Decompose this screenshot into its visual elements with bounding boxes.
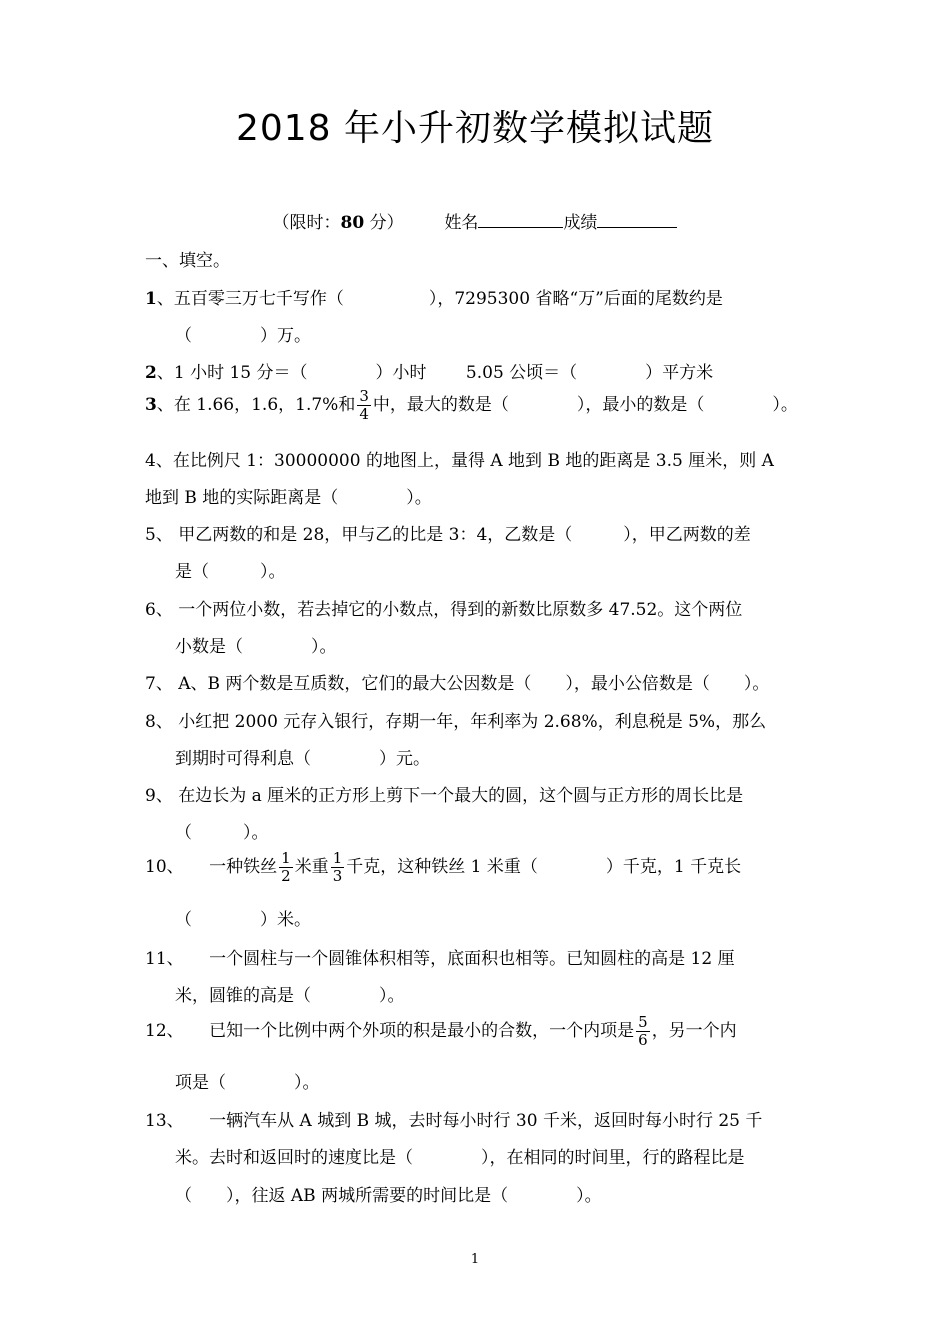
question-5-cont: 是（ ）。: [175, 562, 286, 582]
name-blank[interactable]: [478, 211, 563, 228]
page-number: 1: [470, 1252, 480, 1267]
question-6-cont: 小数是（ ）。: [175, 637, 337, 657]
fraction: $\frac{5}{6}$: [638, 1013, 648, 1049]
question-text: 、在 1.66，1.6，1.7%和: [156, 395, 356, 415]
question-11: 11、 一个圆柱与一个圆锥体积相等，底面积也相等。已知圆柱的高是 12 厘: [145, 949, 735, 969]
time-limit: 80: [340, 213, 365, 233]
question-3: [145, 388, 798, 423]
section-heading: 一、填空。: [145, 251, 230, 271]
question-text: 中，最大的数是（ ），最小的数是（ ）。: [372, 395, 798, 415]
question-10-cont: （ ）米。: [175, 910, 311, 930]
question-1-cont: （ ）万。: [175, 326, 311, 346]
question-4: 4、在比例尺 1：30000000 的地图上，量得 A 地到 B 地的距离是 3.5 厘米，则 A: [145, 451, 774, 471]
question-text: 、五百零三万七千写作（ ），7295300 省略“万”后面的尾数约是: [156, 289, 723, 309]
question-12: 12、 已知一个比例中两个外项的积是最小的合数，一个内项是 $\frac{5}{6}$ ，另一个内: [145, 1013, 737, 1049]
question-8-cont: 到期时可得利息（ ）元。: [175, 749, 430, 769]
question-text: 、1 小时 15 分＝（ ）小时 5.05 公顷＝（ ）平方米: [156, 363, 714, 383]
question-9-cont: （ ）。: [175, 823, 269, 843]
score-blank[interactable]: [597, 211, 677, 228]
score-label: 成绩: [563, 213, 598, 233]
exam-header: [0, 208, 950, 233]
question-13: 13、 一辆汽车从 A 城到 B 城，去时每小时行 30 千米，返回时每小时行 25 千: [145, 1111, 763, 1131]
question-number: 2: [145, 363, 157, 383]
fraction: $\frac{1}{3}$: [332, 849, 343, 885]
question-6: 6、 一个两位小数，若去掉它的小数点，得到的新数比原数多 47.52。这个两位: [145, 600, 743, 620]
name-label: 姓名: [444, 213, 479, 233]
question-2: [145, 358, 713, 383]
question-10: 10、 一种铁丝 $\frac{1}{2}$ 米重 $\frac{1}{3}$ 千克，这种铁丝 1 米重（ ）千克，1 千克长: [145, 849, 742, 885]
time-prefix: （限时：: [272, 213, 341, 233]
question-7: 7、 A、B 两个数是互质数，它们的最大公因数是（ ），最小公倍数是（ ）。: [145, 674, 770, 694]
question-8: 8、 小红把 2000 元存入银行，存期一年，年利率为 2.68%，利息税是 5%，那么: [145, 712, 767, 732]
question-5: 5、 甲乙两数的和是 28，甲与乙的比是 3：4，乙数是（ ），甲乙两数的差: [145, 525, 751, 545]
question-number: 3: [145, 395, 157, 415]
page-title: 2018 年小升初数学模拟试题: [235, 108, 715, 149]
question-9: 9、 在边长为 a 厘米的正方形上剪下一个最大的圆，这个圆与正方形的周长比是: [145, 786, 744, 806]
question-4-cont: 地到 B 地的实际距离是（ ）。: [145, 488, 432, 508]
fraction: $\frac{1}{2}$: [281, 849, 291, 885]
time-suffix: 分）: [364, 213, 404, 233]
question-11-cont: 米，圆锥的高是（ ）。: [175, 986, 405, 1006]
fraction: $\frac{3}{4}$: [359, 387, 369, 423]
question-1: [145, 284, 723, 309]
question-number: 1: [145, 289, 157, 309]
question-12-cont: 项是（ ）。: [175, 1073, 320, 1093]
question-13-cont2: （ ），往返 AB 两城所需要的时间比是（ ）。: [175, 1186, 602, 1206]
question-13-cont: 米。去时和返回时的速度比是（ ），在相同的时间里，行的路程比是: [175, 1148, 745, 1168]
